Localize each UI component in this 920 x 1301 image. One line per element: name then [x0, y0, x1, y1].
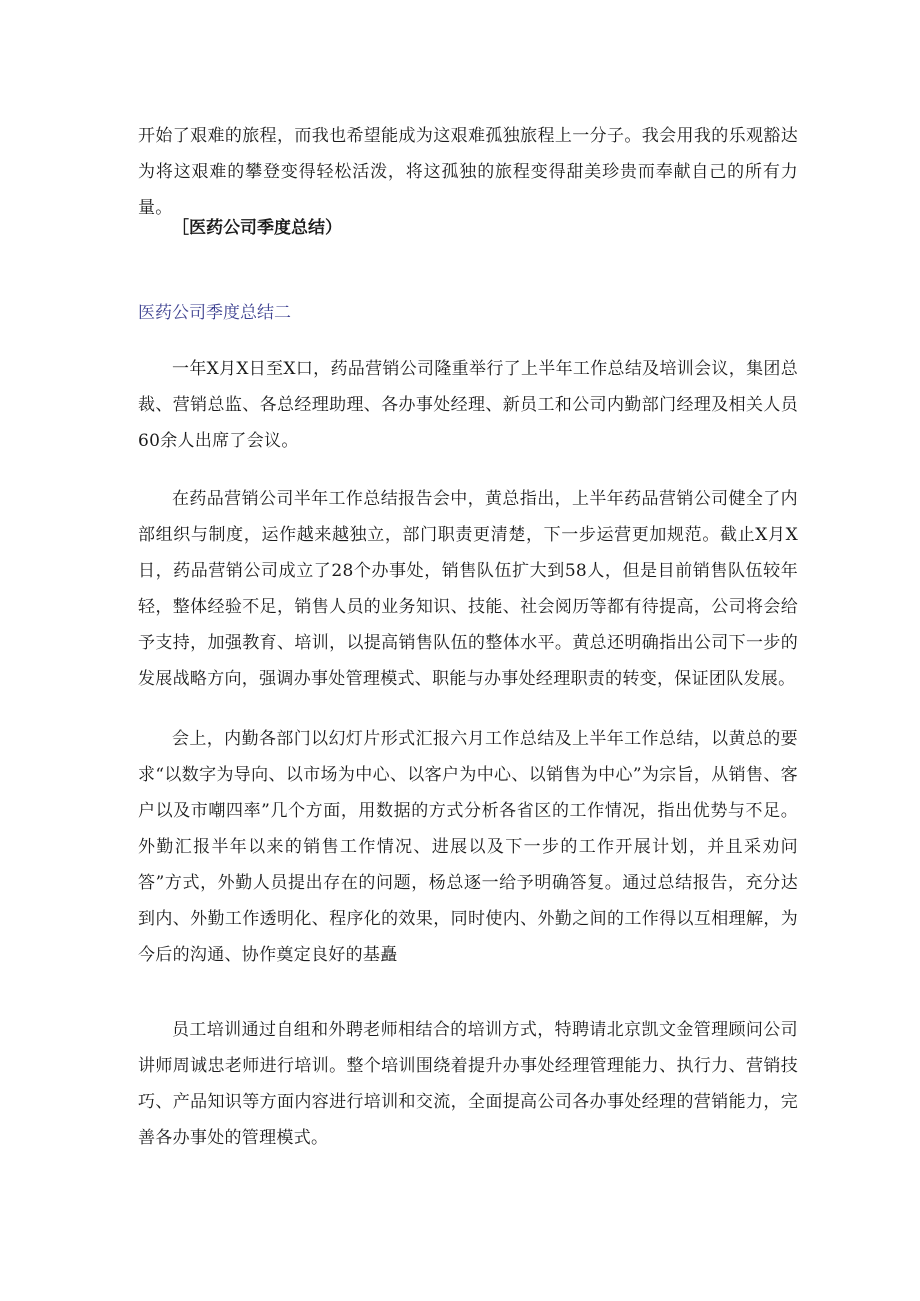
paragraph-half-year-report: 在药品营销公司半年工作总结报告会中，黄总指出，上半年药品营销公司健全了内部组织与制度，运作越来越独立，部门职责更清楚，下一步运营更加规范。截止X月X日，药品营销公司成立了28个办事处，销售队伍扩大到58人，但是目前销售队伍较年轻，整体经验不足，销售人员的业务知识、技能、社会阅历等都有待提高，公司将会给予支持，加强教育、培训，以提高销售队伍的整体水平。黄总还明确指出公司下一步的发展战略方向，强调办事处管理模式、职能与办事处经理职责的转变，保证团队发展。	[138, 489, 798, 689]
section-title: 医药公司季度总结二	[138, 303, 291, 323]
intro-paragraph: 开始了艰难的旅程，而我也希望能成为这艰难孤独旅程上一分子。我会用我的乐观豁达为将这艰难的攀登变得轻松活泼，将这孤独的旅程变得甜美珍贵而奉献自己的所有力量。	[138, 126, 798, 218]
paragraph-staff-training: 员工培训通过自组和外聘老师相结合的培训方式，特聘请北京凯文金管理顾问公司讲师周诚忠老师进行培训。整个培训围绕着提升办事处经理管理能力、执行力、营销技巧、产品知识等方面内容进行培训和交流，全面提高公司各办事处经理的营销能力，完善各办事处的管理模式。	[138, 1020, 798, 1148]
paragraph-meeting-overview: 一年X月X日至X口，药品营销公司隆重举行了上半年工作总结及培训会议，集团总裁、营销总监、各总经理助理、各办事处经理、新员工和公司内勤部门经理及相关人员60余人出席了会议。	[138, 359, 798, 451]
bracket-title: ［医药公司季度总结）	[172, 218, 342, 238]
paragraph-department-reports: 会上，内勤各部门以幻灯片形式汇报六月工作总结及上半年工作总结，以黄总的要求“以数字为导向、以市场为中心、以客户为中心、以销售为中心”为宗旨，从销售、客户以及市嘲四率”几个方面，用数据的方式分析各省区的工作情况，指出优势与不足。外勤汇报半年以来的销售工作情况、进展以及下一步的工作开展计划，并且采劝问答”方式，外勤人员提出存在的问题，杨总逐一给予明确答复。通过总结报告，充分达到内、外勤工作透明化、程序化的效果，同时使内、外勤之间的工作得以互相理解，为今后的沟通、协作奠定良好的基矗	[138, 729, 798, 965]
